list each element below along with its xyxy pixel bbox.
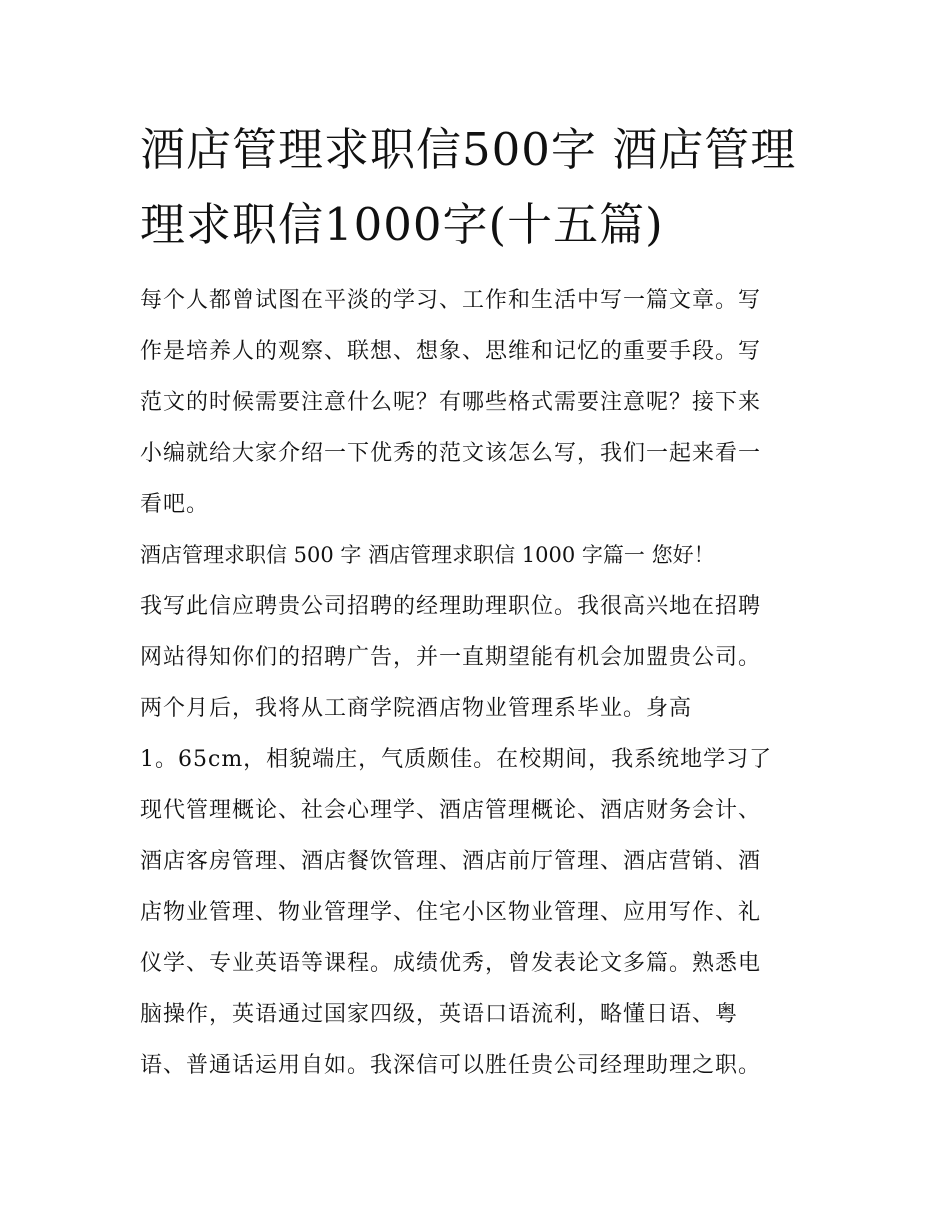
intro-line: 每个人都曾试图在平淡的学习、工作和生活中写一篇文章。写 (140, 288, 762, 313)
body-line: 1。65cm，相貌端庄，气质颇佳。在校期间，我系统地学习了 (140, 747, 773, 772)
body-line: 店物业管理、物业管理学、住宅小区物业管理、应用写作、礼 (140, 900, 762, 925)
body-line: 网站得知你们的招聘广告，并一直期望能有机会加盟贵公司。 (140, 645, 762, 670)
title-line-1: 酒店管理求职信500字 酒店管理 (140, 123, 797, 176)
document-content (140, 112, 815, 1091)
intro-line: 小编就给大家介绍一下优秀的范文该怎么写，我们一起来看一 (140, 441, 762, 466)
letter-body-paragraph (140, 581, 815, 1091)
intro-line: 作是培养人的观察、联想、想象、思维和记忆的重要手段。写 (140, 339, 762, 364)
intro-line: 看吧。 (140, 492, 210, 517)
intro-paragraph (140, 275, 815, 530)
title-line-2: 理求职信1000字(十五篇) (140, 198, 664, 251)
body-line: 语、普通话运用自如。我深信可以胜任贵公司经理助理之职。 (140, 1053, 762, 1078)
section-heading: 酒店管理求职信 500 字 酒店管理求职信 1000 字篇一 您好！ (140, 543, 715, 567)
body-line: 仪学、专业英语等课程。成绩优秀，曾发表论文多篇。熟悉电 (140, 951, 762, 976)
intro-line: 范文的时候需要注意什么呢？有哪些格式需要注意呢？接下来 (140, 390, 762, 415)
document-title (140, 112, 815, 262)
body-line: 我写此信应聘贵公司招聘的经理助理职位。我很高兴地在招聘 (140, 594, 762, 619)
body-line: 两个月后，我将从工商学院酒店物业管理系毕业。身高 (140, 696, 693, 721)
body-line: 酒店客房管理、酒店餐饮管理、酒店前厅管理、酒店营销、酒 (140, 849, 762, 874)
body-line: 脑操作，英语通过国家四级，英语口语流利，略懂日语、粤 (140, 1002, 739, 1027)
section-heading-paragraph (140, 530, 815, 581)
body-line: 现代管理概论、社会心理学、酒店管理概论、酒店财务会计、 (140, 798, 762, 823)
